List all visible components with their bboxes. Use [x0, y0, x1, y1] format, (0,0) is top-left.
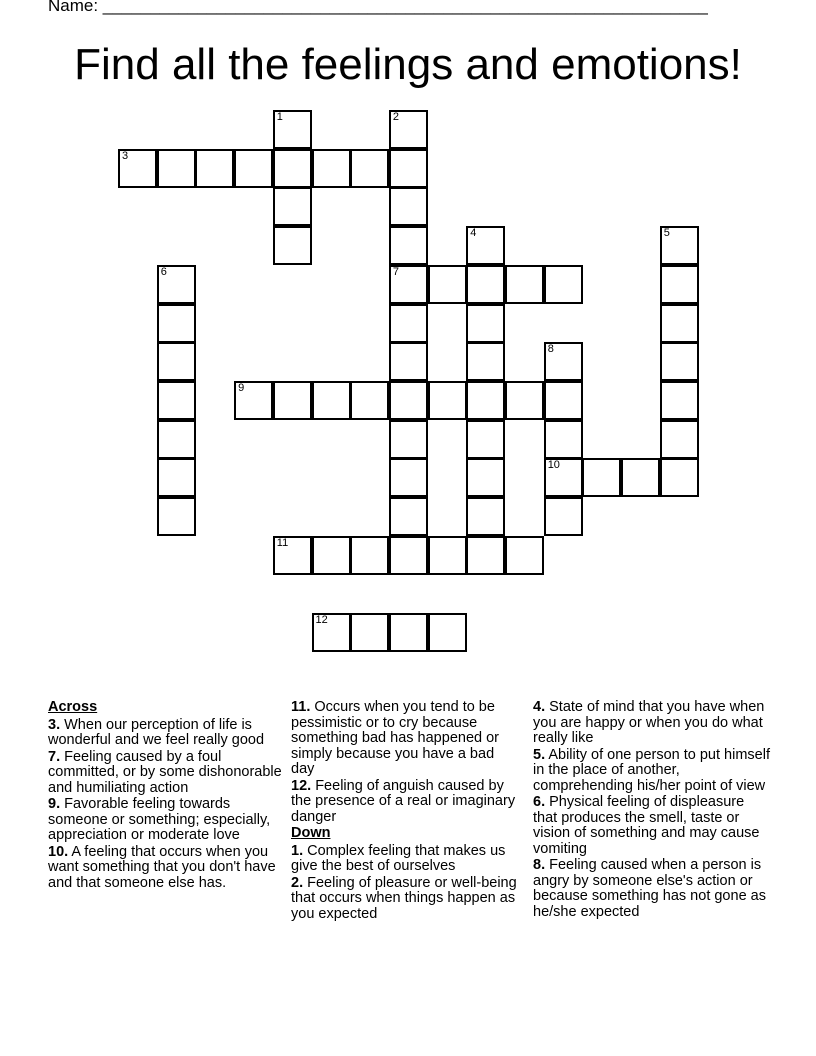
clue-down-6	[533, 795, 771, 857]
crossword-cell[interactable]	[660, 342, 699, 381]
cell-number: 2	[392, 111, 400, 123]
crossword-cell[interactable]	[195, 149, 234, 188]
crossword-cell[interactable]	[389, 420, 428, 459]
crossword-cell[interactable]	[660, 304, 699, 343]
clue-down-4	[533, 700, 771, 747]
name-field-label[interactable]: Name: ________________________________________________________________	[48, 0, 708, 15]
crossword-cell[interactable]	[544, 497, 583, 536]
crossword-cell[interactable]	[234, 381, 273, 420]
crossword-cell[interactable]	[660, 226, 699, 265]
crossword-cell[interactable]	[428, 613, 467, 652]
crossword-cell[interactable]	[157, 265, 196, 304]
crossword-cell[interactable]	[466, 381, 505, 420]
cell-number: 4	[470, 227, 477, 240]
clue-text: Feeling caused by a foul committed, or by some dishonorable and humiliating action	[48, 748, 282, 796]
crossword-cell[interactable]	[466, 458, 505, 497]
crossword-cell[interactable]	[157, 381, 196, 420]
cell-number: 5	[663, 227, 670, 240]
crossword-cell[interactable]	[544, 265, 583, 304]
clue-text: Feeling of pleasure or well-being that occurs when things happen as you expected	[291, 874, 517, 922]
clue-across-9	[48, 797, 284, 844]
crossword-cell[interactable]	[234, 149, 273, 188]
clue-number: 7.	[48, 748, 61, 765]
clue-column-3	[533, 700, 771, 921]
clue-text: When our perception of life is wonderful and we feel really good	[48, 716, 265, 748]
clue-number: 8.	[533, 857, 546, 873]
crossword-cell[interactable]	[389, 536, 428, 575]
crossword-cell[interactable]	[389, 497, 428, 536]
clue-down-1	[291, 844, 521, 875]
clue-text: Physical feeling of displeasure that produces the smell, taste or vision of something and may cause vomiting	[533, 794, 760, 857]
cell-number: 12	[315, 614, 328, 627]
crossword-cell[interactable]	[350, 149, 389, 188]
crossword-cell[interactable]	[389, 381, 428, 420]
cell-number: 1	[276, 111, 283, 123]
crossword-cell[interactable]	[389, 149, 428, 188]
clue-across-10	[48, 845, 284, 892]
crossword-cell[interactable]	[389, 458, 428, 497]
cell-number: 6	[160, 265, 167, 278]
crossword-cell[interactable]	[428, 265, 467, 304]
crossword-cell[interactable]	[273, 187, 312, 226]
clue-text: Ability of one person to put himself in the place of another, comprehending his/her point of view	[533, 746, 770, 794]
crossword-cell[interactable]	[505, 265, 544, 304]
clue-number: 6.	[533, 794, 546, 810]
crossword-cell[interactable]	[312, 613, 351, 652]
crossword-cell[interactable]	[118, 149, 157, 188]
down-heading: Down	[291, 825, 331, 841]
clue-across-7	[48, 750, 284, 797]
clue-number: 1.	[291, 842, 304, 859]
clue-down-5	[533, 748, 771, 795]
clue-text: Occurs when you tend to be pessimistic or to cry because something bad has happened or simply because you have a bad day	[291, 699, 499, 777]
across-heading: Across	[48, 699, 98, 715]
crossword-cell[interactable]	[157, 420, 196, 459]
crossword-cell[interactable]	[157, 342, 196, 381]
crossword-cell[interactable]	[466, 226, 505, 265]
crossword-cell[interactable]	[660, 420, 699, 459]
clue-column-1	[48, 700, 284, 892]
clue-across-12	[291, 779, 521, 826]
crossword-cell[interactable]	[273, 149, 312, 188]
cell-number: 11	[276, 536, 289, 549]
cell-number: 3	[122, 149, 129, 162]
cell-number: 7	[392, 265, 400, 278]
crossword-cell[interactable]	[157, 458, 196, 497]
crossword-cell[interactable]	[157, 497, 196, 536]
crossword-cell[interactable]	[273, 536, 312, 575]
crossword-cell[interactable]	[466, 342, 505, 381]
crossword-cell[interactable]	[466, 265, 505, 304]
crossword-cell[interactable]	[389, 304, 428, 343]
crossword-cell[interactable]	[466, 420, 505, 459]
crossword-cell[interactable]	[350, 536, 389, 575]
crossword-cell[interactable]	[466, 536, 505, 575]
crossword-cell[interactable]	[157, 149, 196, 188]
clue-text: State of mind that you have when you are happy or when you do what really like	[533, 699, 765, 746]
crossword-cell[interactable]	[312, 536, 351, 575]
clue-column-2	[291, 700, 521, 923]
crossword-cell[interactable]	[505, 536, 544, 575]
crossword-cell[interactable]	[312, 381, 351, 420]
clue-text: Complex feeling that makes us give the best of ourselves	[291, 842, 506, 874]
clue-text: Feeling caused when a person is angry by someone else's action or because something has not gone as he/she expected	[533, 857, 766, 920]
clue-number: 12.	[291, 777, 312, 794]
crossword-cell[interactable]	[389, 613, 428, 652]
crossword-cell[interactable]	[466, 304, 505, 343]
crossword-cell[interactable]	[389, 110, 428, 149]
clue-number: 5.	[533, 746, 546, 763]
crossword-cell[interactable]	[544, 342, 583, 381]
clue-across-11	[291, 700, 521, 778]
clue-text: Favorable feeling towards someone or something; especially, appreciation or moderate love	[48, 796, 271, 843]
crossword-cell[interactable]	[389, 265, 428, 304]
clue-number: 11.	[291, 699, 311, 715]
crossword-cell[interactable]	[157, 304, 196, 343]
clue-number: 9.	[48, 796, 61, 812]
crossword-cell[interactable]	[428, 536, 467, 575]
crossword-cell[interactable]	[428, 381, 467, 420]
crossword-cell[interactable]	[273, 226, 312, 265]
crossword-cell[interactable]	[544, 458, 583, 497]
crossword-cell[interactable]	[660, 458, 699, 497]
crossword-cell[interactable]	[389, 187, 428, 226]
crossword-cell[interactable]	[660, 265, 699, 304]
crossword-cell[interactable]	[389, 226, 428, 265]
crossword-cell[interactable]	[273, 381, 312, 420]
crossword-cell[interactable]	[466, 497, 505, 536]
clue-down-8	[533, 858, 771, 920]
crossword-cell[interactable]	[660, 381, 699, 420]
crossword-cell[interactable]	[544, 381, 583, 420]
crossword-cell[interactable]	[621, 458, 660, 497]
clue-number: 2.	[291, 874, 304, 891]
cell-number: 9	[238, 381, 245, 394]
crossword-cell[interactable]	[273, 110, 312, 149]
crossword-cell[interactable]	[544, 420, 583, 459]
clue-across-3	[48, 718, 284, 749]
crossword-cell[interactable]	[350, 613, 389, 652]
clue-number: 10.	[48, 843, 69, 860]
crossword-cell[interactable]	[389, 342, 428, 381]
cell-number: 10	[547, 459, 560, 472]
clue-number: 4.	[533, 699, 546, 715]
crossword-cell[interactable]	[350, 381, 389, 420]
clue-number: 3.	[48, 716, 61, 733]
crossword-cell[interactable]	[312, 149, 351, 188]
page-title: Find all the feelings and emotions!	[74, 40, 742, 89]
cell-number: 8	[547, 343, 554, 356]
clue-down-2	[291, 876, 521, 923]
clue-text: A feeling that occurs when you want something that you don't have and that someone else has.	[48, 843, 276, 891]
crossword-cell[interactable]	[582, 458, 621, 497]
clue-text: Feeling of anguish caused by the presence of a real or imaginary danger	[291, 777, 516, 825]
crossword-cell[interactable]	[505, 381, 544, 420]
